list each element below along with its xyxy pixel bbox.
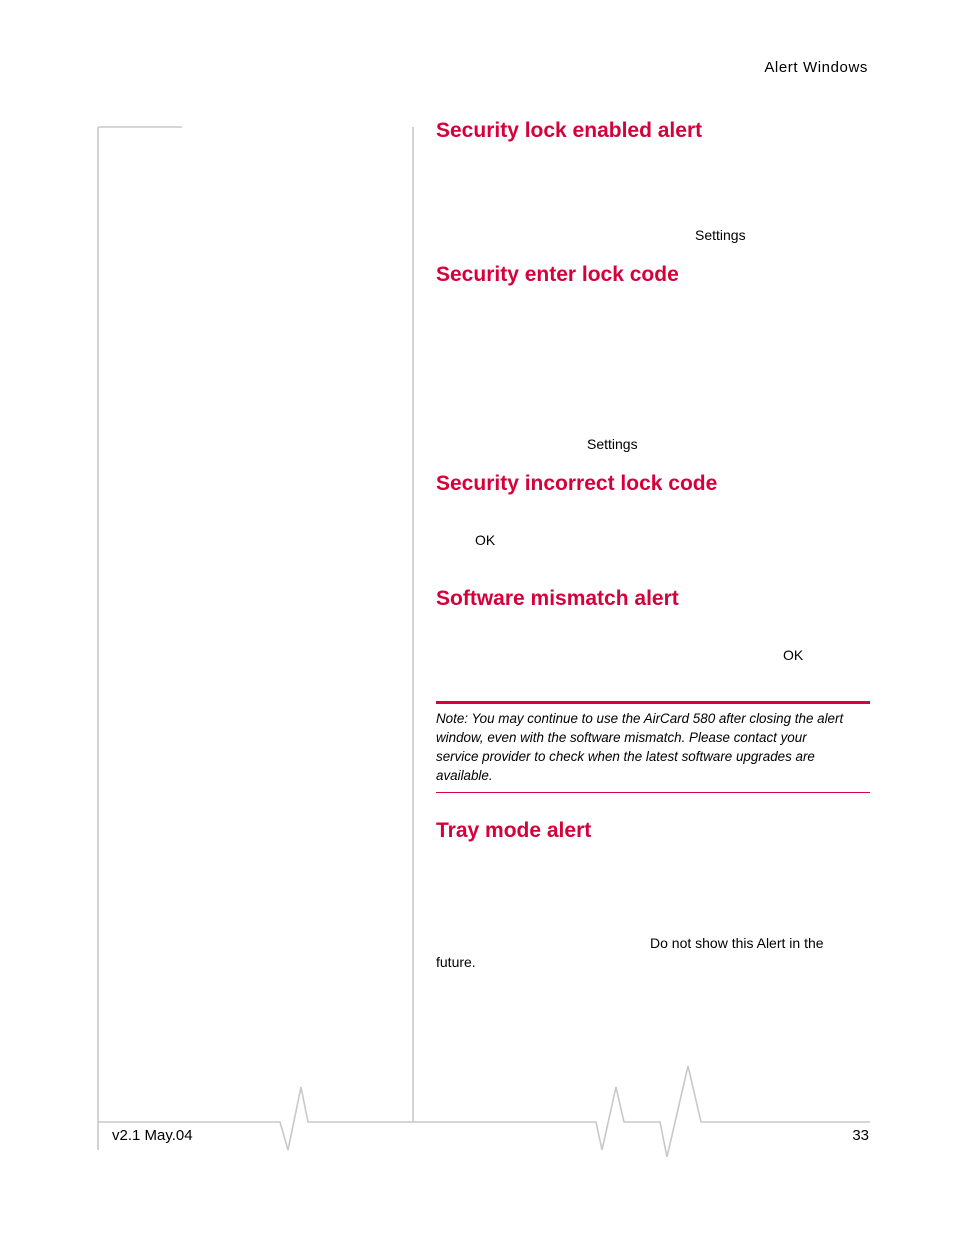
ui-term-settings: Settings (695, 227, 746, 243)
heading-security-lock-enabled-alert: Security lock enabled alert (436, 119, 703, 142)
note-divider-top (436, 701, 870, 704)
heading-software-mismatch-alert: Software mismatch alert (436, 587, 679, 610)
footer-version: v2.1 May.04 (112, 1127, 193, 1144)
note-line: service provider to check when the latest software upgrades are (436, 749, 815, 764)
note-divider-bottom (436, 792, 870, 793)
footer-page-number: 33 (852, 1127, 869, 1144)
running-header: Alert Windows (764, 59, 868, 76)
ui-term-do-not-show-alert-continued: future. (436, 954, 476, 970)
note-block (436, 709, 872, 785)
note-line: available. (436, 768, 493, 783)
note-line: window, even with the software mismatch. Please contact your (436, 730, 807, 745)
ui-term-ok: OK (783, 647, 804, 663)
note-line: Note: You may continue to use the AirCard 580 after closing the alert (436, 711, 844, 726)
heading-security-enter-lock-code: Security enter lock code (436, 263, 679, 286)
ui-term-settings: Settings (587, 436, 638, 452)
heading-tray-mode-alert: Tray mode alert (436, 819, 592, 842)
ui-term-do-not-show-alert: Do not show this Alert in the (650, 935, 824, 951)
heading-security-incorrect-lock-code: Security incorrect lock code (436, 472, 718, 495)
ui-term-ok: OK (475, 532, 496, 548)
